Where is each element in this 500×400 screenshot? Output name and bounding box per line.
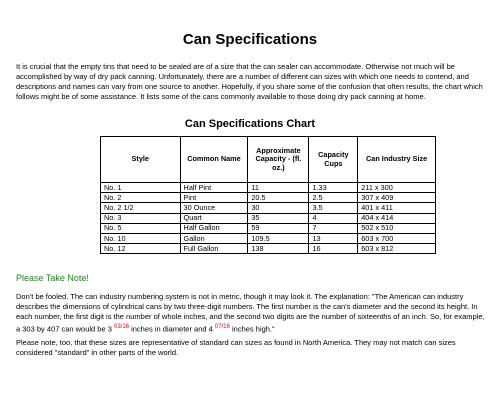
can-specifications-table — [100, 136, 436, 254]
table-row — [101, 223, 436, 233]
header-capacity-cups: Capacity Cups — [309, 137, 358, 183]
cell-capacity-cups: 13 — [309, 233, 358, 243]
cell-capacity-oz: 138 — [248, 244, 309, 254]
table-row — [101, 193, 436, 203]
header-style: Style — [101, 137, 181, 183]
cell-style: No. 2 1/2 — [101, 203, 181, 213]
cell-common-name: Half Pint — [180, 183, 248, 193]
cell-capacity-oz: 59 — [248, 223, 309, 233]
note-text-part1: Don't be fooled. The can industry numbering system is not in metric, though it may look it. The explanation: "The American can industry describes the dimensions of cylindrical cans by two three-digit numbers. The first number is the can's diameter and the second its height. In each number, the first digit is the number of whole inches, and the second two digits are the number of sixteenths of an inch. So, for example, a 303 by 407 can would be 3 — [16, 292, 485, 334]
cell-common-name: Half Gallon — [180, 223, 248, 233]
cell-capacity-oz: 11 — [248, 183, 309, 193]
table-header-row — [101, 137, 436, 183]
can-specifications-table-container — [100, 136, 436, 254]
fraction-height: 07/16 — [214, 324, 230, 330]
note-text-part2: inches in diameter and 4 — [129, 324, 215, 334]
cell-style: No. 12 — [101, 244, 181, 254]
cell-industry-size: 603 x 700 — [358, 233, 436, 243]
header-common-name: Common Name — [180, 137, 248, 183]
cell-style: No. 5 — [101, 223, 181, 233]
cell-industry-size: 603 x 812 — [358, 244, 436, 254]
cell-style: No. 1 — [101, 183, 181, 193]
cell-common-name: Pint — [180, 193, 248, 203]
cell-capacity-cups: 16 — [309, 244, 358, 254]
fraction-diameter: 03/16 — [114, 324, 130, 330]
cell-capacity-oz: 20.5 — [248, 193, 309, 203]
intro-paragraph: It is crucial that the empty tins that need to be sealed are of a size that the can sealer can accommodate. Otherwise not much will be accomplished by way of dry pack canning. Unfortunately, there are a number of different can sizes with which one needs to contend, and descriptions and names can vary from one source to another. Hopefully, if you share some of the confusion that often results, the chart which follows might be of some assistance. It lists some of the cans commonly available to those doing dry pack canning at home. — [16, 62, 483, 101]
table-row — [101, 213, 436, 223]
note-heading: Please Take Note! — [16, 273, 89, 283]
cell-industry-size: 211 x 300 — [358, 183, 436, 193]
cell-capacity-cups: 3.5 — [309, 203, 358, 213]
cell-industry-size: 404 x 414 — [358, 213, 436, 223]
cell-style: No. 10 — [101, 233, 181, 243]
cell-capacity-oz: 109.5 — [248, 233, 309, 243]
chart-title: Can Specifications Chart — [184, 118, 316, 130]
cell-industry-size: 502 x 510 — [358, 223, 436, 233]
cell-capacity-cups: 1.33 — [309, 183, 358, 193]
note-text-part3: inches high." — [229, 324, 275, 334]
header-industry-size: Can Industry Size — [358, 137, 436, 183]
cell-capacity-oz: 35 — [248, 213, 309, 223]
cell-capacity-oz: 30 — [248, 203, 309, 213]
note-paragraph — [16, 292, 486, 335]
page-title: Can Specifications — [182, 31, 318, 48]
cell-common-name: Quart — [180, 213, 248, 223]
cell-common-name: Gallon — [180, 233, 248, 243]
cell-industry-size: 401 x 411 — [358, 203, 436, 213]
header-capacity-oz: Approximate Capacity - (fl. oz.) — [248, 137, 309, 183]
cell-capacity-cups: 2.5 — [309, 193, 358, 203]
cell-style: No. 3 — [101, 213, 181, 223]
cell-industry-size: 307 x 409 — [358, 193, 436, 203]
cell-style: No. 2 — [101, 193, 181, 203]
cell-capacity-cups: 7 — [309, 223, 358, 233]
table-row — [101, 233, 436, 243]
table-row — [101, 244, 436, 254]
cell-common-name: 30 Ounce — [180, 203, 248, 213]
cell-capacity-cups: 4 — [309, 213, 358, 223]
table-row — [101, 183, 436, 193]
table-row — [101, 203, 436, 213]
cell-common-name: Full Gallon — [180, 244, 248, 254]
note-paragraph-2: Please note, too, that these sizes are representative of standard can sizes as found in North America. They may not match can sizes considered "standard" in other parts of the world. — [16, 338, 456, 357]
